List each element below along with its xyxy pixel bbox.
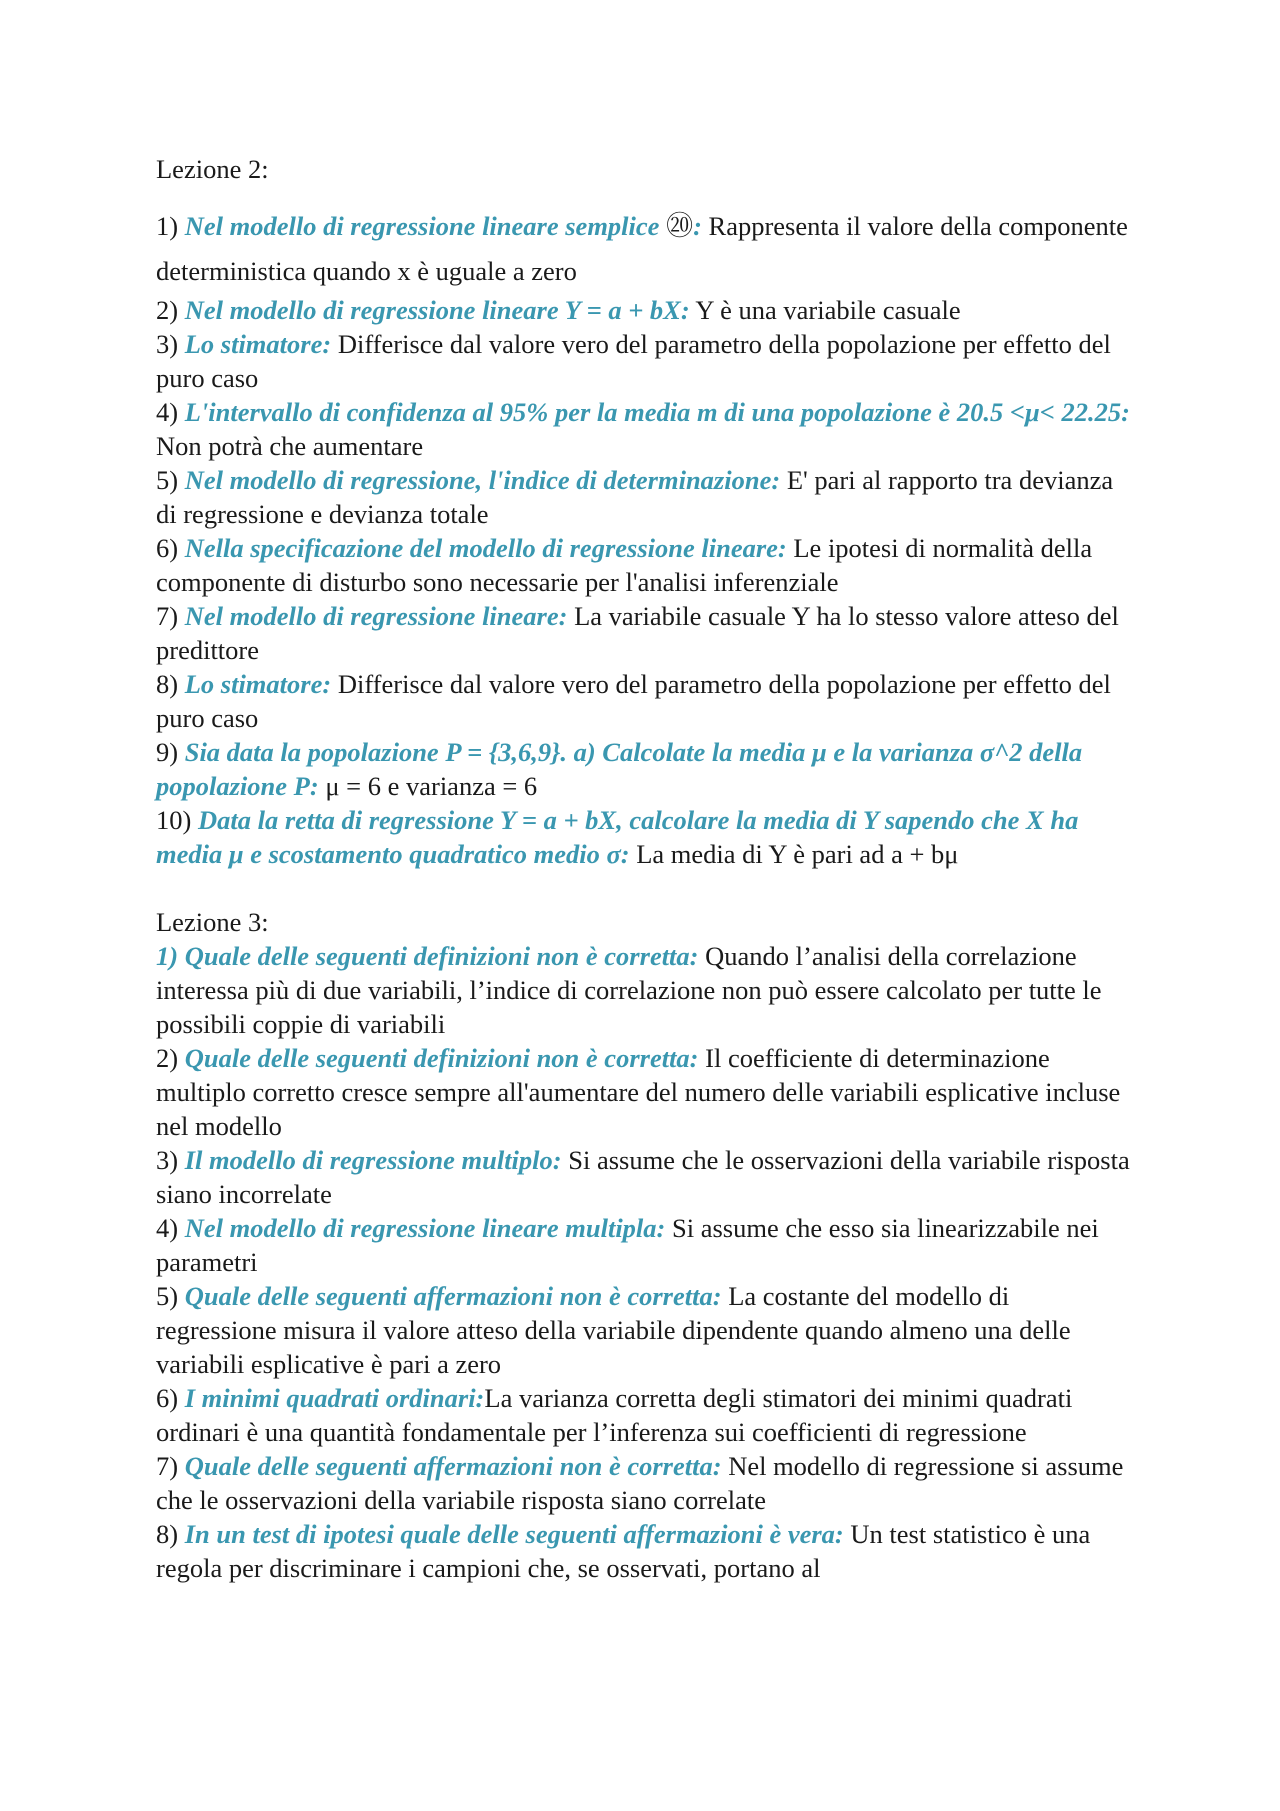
item-number: 7) — [156, 1451, 185, 1481]
answer-text: La costante del modello di regressione misura il valore atteso della variabile dipendente quando almeno una delle variabili esplicative è pari a zero — [156, 1281, 1071, 1379]
lesson-2-item — [156, 395, 1136, 463]
document-body — [156, 152, 1136, 1585]
section-divider — [156, 871, 1136, 905]
question-text: Quale delle seguenti affermazioni non è corretta: — [184, 1281, 722, 1311]
item-number: 2) — [156, 295, 185, 325]
item-number: 3) — [156, 329, 185, 359]
answer-text: Quando l’analisi della correlazione interessa più di due variabili, l’indice di correlazione non può essere calcolato per tutte le possibili coppie di variabili — [156, 941, 1102, 1039]
answer-text: Differisce dal valore vero del parametro della popolazione per effetto del puro caso — [156, 329, 1111, 393]
question-text: Sia data la popolazione P = {3,6,9}. a) Calcolate la media μ e la varianza σ^2 della popolazione P: — [156, 737, 1083, 801]
lesson-2-item — [156, 599, 1136, 667]
lesson-2-item — [156, 803, 1136, 871]
answer-text: Nel modello di regressione si assume che le osservazioni della variabile risposta siano correlate — [156, 1451, 1124, 1515]
item-number: 5) — [156, 1281, 185, 1311]
lesson-3-item — [156, 1449, 1136, 1517]
question-text-part: Nel modello di regressione lineare semplice — [184, 211, 667, 241]
answer-text: Si assume che esso sia linearizzabile nei parametri — [156, 1213, 1099, 1277]
lesson-2-item — [156, 735, 1136, 803]
answer-text: Differisce dal valore vero del parametro della popolazione per effetto del puro caso — [156, 669, 1111, 733]
lesson-3-items — [156, 939, 1136, 1585]
lesson-3-heading: Lezione 3: — [156, 907, 269, 937]
item-number: 6) — [156, 1383, 185, 1413]
lesson-3-item — [156, 1381, 1136, 1449]
item-number: 4) — [156, 1213, 185, 1243]
question-text: Quale delle seguenti affermazioni non è corretta: — [184, 1451, 722, 1481]
question-text: Quale delle seguenti definizioni non è corretta: — [184, 1043, 699, 1073]
item-number: 10) — [156, 805, 198, 835]
lesson-2-item — [156, 667, 1136, 735]
item-number: 2) — [156, 1043, 185, 1073]
answer-text: μ = 6 e varianza = 6 — [318, 771, 538, 801]
lesson-2-item — [156, 531, 1136, 599]
question-text: Nel modello di regressione lineare multipla: — [184, 1213, 666, 1243]
lesson-3-item — [156, 1041, 1136, 1143]
question-text: Lo stimatore: — [184, 329, 332, 359]
answer-text: La variabile casuale Y ha lo stesso valore atteso del predittore — [156, 601, 1119, 665]
question-text: Il modello di regressione multiplo: — [184, 1145, 562, 1175]
answer-text: Un test statistico è una regola per discriminare i campioni che, se osservati, portano al — [156, 1519, 1091, 1583]
answer-text: Il coefficiente di determinazione multiplo corretto cresce sempre all'aumentare del numero delle variabili esplicative incluse nel modello — [156, 1043, 1121, 1141]
lesson-2-item — [156, 463, 1136, 531]
question-colon: : — [693, 211, 702, 241]
answer-text: E' pari al rapporto tra devianza di regressione e devianza totale — [156, 465, 1114, 529]
item-number: 1) — [156, 211, 185, 241]
question-text: Lo stimatore: — [184, 669, 332, 699]
question-text: 1) Quale delle seguenti definizioni non è corretta: — [156, 941, 699, 971]
item-number: 3) — [156, 1145, 185, 1175]
item-number: 8) — [156, 669, 185, 699]
lesson-3-item — [156, 939, 1136, 1041]
lesson-3-item — [156, 1279, 1136, 1381]
question-text: Data la retta di regressione Y = a + bX, calcolare la media di Y sapendo che X ha media μ e scostamento quadratico medio σ: — [156, 805, 1079, 869]
answer-text: La varianza corretta degli stimatori dei minimi quadrati ordinari è una quantità fondamentale per l’inferenza sui coefficienti di regressione — [156, 1383, 1073, 1447]
question-text: In un test di ipotesi quale delle seguenti affermazioni è vera: — [184, 1519, 844, 1549]
item-number: 9) — [156, 737, 185, 767]
item-number: 6) — [156, 533, 185, 563]
item-number: 8) — [156, 1519, 185, 1549]
lesson-2-item — [156, 293, 1136, 327]
question-text — [185, 211, 702, 241]
lesson-3-item — [156, 1211, 1136, 1279]
lesson-2-heading: Lezione 2: — [156, 154, 269, 184]
answer-text: Rappresenta il valore della componente deterministica quando x è uguale a zero — [156, 211, 1128, 286]
question-text: Nella specificazione del modello di regressione lineare: — [184, 533, 787, 563]
question-text: Nel modello di regressione lineare: — [184, 601, 568, 631]
lesson-2-item — [156, 327, 1136, 395]
question-text: I minimi quadrati ordinari: — [184, 1383, 485, 1413]
lesson-2-items — [156, 293, 1136, 871]
lesson-2-item-1 — [156, 204, 1136, 293]
answer-text: Non potrà che aumentare — [156, 431, 424, 461]
question-text: Nel modello di regressione, l'indice di determinazione: — [184, 465, 781, 495]
circled-twenty-icon: ⑳ — [666, 211, 694, 242]
item-number: 7) — [156, 601, 185, 631]
question-text: L'intervallo di confidenza al 95% per la media m di una popolazione è 20.5 <μ< 22.25: — [184, 397, 1130, 427]
item-number: 5) — [156, 465, 185, 495]
question-text: Nel modello di regressione lineare Y = a + bX: — [184, 295, 690, 325]
lesson-3-item — [156, 1517, 1136, 1585]
item-number: 4) — [156, 397, 185, 427]
answer-text: Si assume che le osservazioni della variabile risposta siano incorrelate — [156, 1145, 1130, 1209]
answer-text: Y è una variabile casuale — [689, 295, 961, 325]
lesson-3-item — [156, 1143, 1136, 1211]
answer-text: Le ipotesi di normalità della componente di disturbo sono necessarie per l'analisi inferenziale — [156, 533, 1093, 597]
answer-text: La media di Y è pari ad a + bμ — [629, 839, 959, 869]
